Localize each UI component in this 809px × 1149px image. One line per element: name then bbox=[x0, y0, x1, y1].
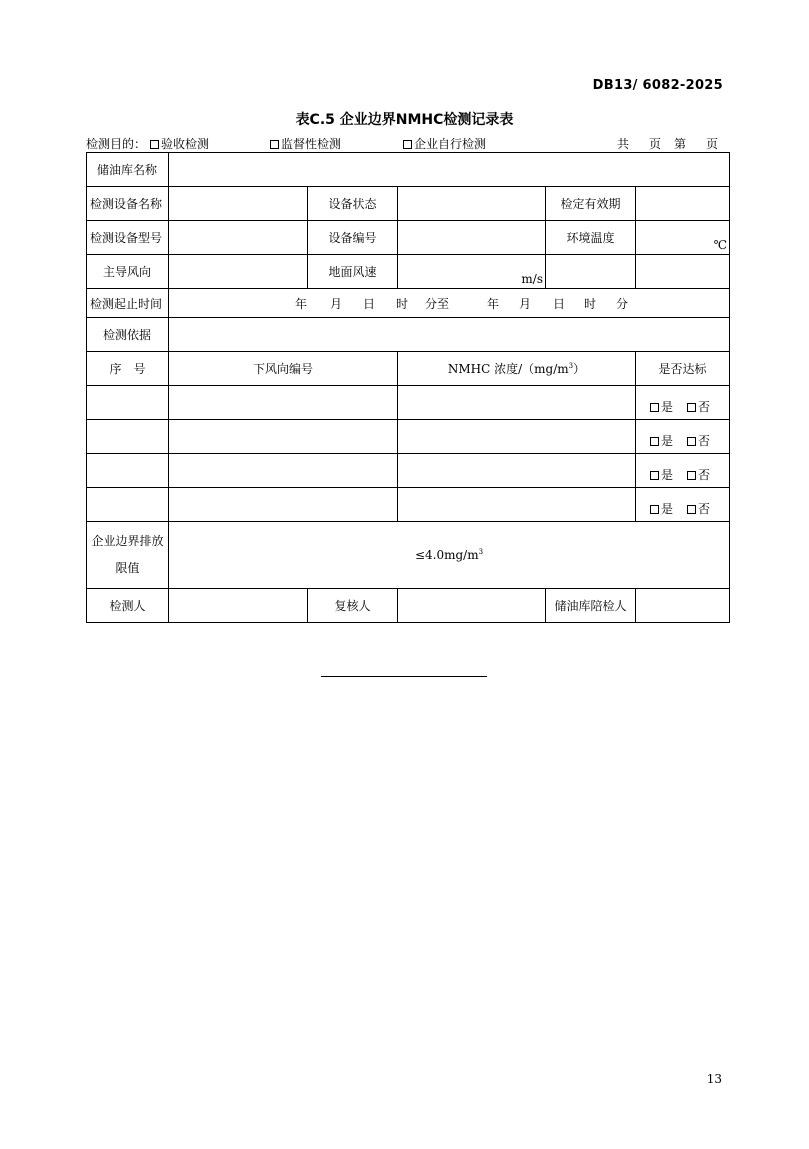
downwind-cell[interactable] bbox=[169, 386, 398, 420]
compliance-yes[interactable] bbox=[650, 398, 673, 415]
basis-label: 检测依据 bbox=[87, 318, 169, 352]
concentration-cell[interactable] bbox=[398, 454, 636, 488]
downwind-cell[interactable] bbox=[169, 454, 398, 488]
pager-total: 共 bbox=[617, 137, 630, 151]
time-unit-month-2: 月 bbox=[519, 297, 532, 311]
device-no-label: 设备编号 bbox=[308, 221, 398, 255]
limit-value bbox=[169, 522, 730, 589]
no-label: 否 bbox=[698, 434, 711, 448]
wind-dir-label: 主导风向 bbox=[87, 255, 169, 289]
purpose-row bbox=[86, 136, 729, 152]
compliance-cell bbox=[636, 488, 730, 522]
yes-label: 是 bbox=[661, 400, 674, 414]
compliance-yes[interactable] bbox=[650, 432, 673, 449]
nmhc-record-table bbox=[86, 152, 730, 623]
validity-label: 检定有效期 bbox=[546, 187, 636, 221]
compliance-no[interactable] bbox=[687, 432, 710, 449]
depot-name-field[interactable] bbox=[169, 153, 730, 187]
checkbox-icon[interactable] bbox=[650, 505, 659, 514]
time-unit-hour-2: 时 bbox=[584, 297, 597, 311]
time-unit-hour: 时 bbox=[396, 297, 409, 311]
concentration-cell[interactable] bbox=[398, 488, 636, 522]
compliance-cell bbox=[636, 454, 730, 488]
yes-label: 是 bbox=[661, 468, 674, 482]
downwind-cell[interactable] bbox=[169, 488, 398, 522]
time-unit-day-2: 日 bbox=[553, 297, 566, 311]
end-rule bbox=[321, 676, 487, 677]
device-name-label: 检测设备名称 bbox=[87, 187, 169, 221]
reviewer-field[interactable] bbox=[398, 589, 546, 623]
header-seq: 序 号 bbox=[87, 352, 169, 386]
device-name-field[interactable] bbox=[169, 187, 308, 221]
device-model-label: 检测设备型号 bbox=[87, 221, 169, 255]
compliance-no[interactable] bbox=[687, 466, 710, 483]
checkbox-icon[interactable] bbox=[403, 140, 412, 149]
no-label: 否 bbox=[698, 502, 711, 516]
depot-name-label: 储油库名称 bbox=[87, 153, 169, 187]
wind-speed-label: 地面风速 bbox=[308, 255, 398, 289]
checkbox-icon[interactable] bbox=[650, 437, 659, 446]
escort-field[interactable] bbox=[636, 589, 730, 623]
option-label: 验收检测 bbox=[161, 137, 210, 151]
conc-prefix: NMHC 浓度/（mg/m bbox=[447, 362, 569, 376]
env-temp-field[interactable] bbox=[636, 221, 730, 255]
device-model-field[interactable] bbox=[169, 221, 308, 255]
pager-nth: 第 bbox=[674, 137, 687, 151]
checkbox-icon[interactable] bbox=[687, 471, 696, 480]
checkbox-icon[interactable] bbox=[687, 403, 696, 412]
downwind-cell[interactable] bbox=[169, 420, 398, 454]
no-label: 否 bbox=[698, 400, 711, 414]
limit-label bbox=[87, 522, 169, 589]
reviewer-label: 复核人 bbox=[308, 589, 398, 623]
time-unit-year: 年 bbox=[295, 297, 308, 311]
header-concentration bbox=[398, 352, 636, 386]
concentration-cell[interactable] bbox=[398, 420, 636, 454]
concentration-cell[interactable] bbox=[398, 386, 636, 420]
header-downwind: 下风向编号 bbox=[169, 352, 398, 386]
time-unit-day: 日 bbox=[363, 297, 376, 311]
table-row bbox=[87, 386, 730, 420]
device-status-field[interactable] bbox=[398, 187, 546, 221]
purpose-option-supervisory[interactable] bbox=[270, 136, 341, 152]
purpose-option-acceptance[interactable] bbox=[150, 136, 209, 152]
time-unit-minute-2: 分 bbox=[616, 297, 629, 311]
checkbox-icon[interactable] bbox=[650, 403, 659, 412]
compliance-cell bbox=[636, 386, 730, 420]
checkbox-icon[interactable] bbox=[687, 437, 696, 446]
blank-cell bbox=[636, 255, 730, 289]
seq-cell[interactable] bbox=[87, 454, 169, 488]
temp-unit: ℃ bbox=[713, 238, 728, 252]
limit-label-text: 企业边界排放限值 bbox=[91, 534, 164, 575]
limit-value-prefix: ≤4.0mg/m bbox=[414, 548, 479, 562]
checkbox-icon[interactable] bbox=[270, 140, 279, 149]
escort-label: 储油库陪检人 bbox=[546, 589, 636, 623]
conc-suffix: ） bbox=[573, 362, 586, 376]
compliance-cell bbox=[636, 420, 730, 454]
table-title: 表C.5 企业边界NMHC检测记录表 bbox=[295, 112, 514, 128]
wind-speed-field[interactable] bbox=[398, 255, 546, 289]
env-temp-label: 环境温度 bbox=[546, 221, 636, 255]
time-range-label: 检测起止时间 bbox=[87, 289, 169, 318]
table-row bbox=[87, 488, 730, 522]
compliance-no[interactable] bbox=[687, 398, 710, 415]
blank-cell bbox=[546, 255, 636, 289]
inspector-field[interactable] bbox=[169, 589, 308, 623]
checkbox-icon[interactable] bbox=[687, 505, 696, 514]
yes-label: 是 bbox=[661, 502, 674, 516]
time-unit-month: 月 bbox=[330, 297, 343, 311]
page-number: 13 bbox=[706, 1072, 722, 1086]
option-label: 监督性检测 bbox=[281, 137, 342, 151]
compliance-yes[interactable] bbox=[650, 466, 673, 483]
time-range-field[interactable] bbox=[169, 289, 730, 318]
header-compliance: 是否达标 bbox=[636, 352, 730, 386]
wind-dir-field[interactable] bbox=[169, 255, 308, 289]
conc-sup: 3 bbox=[568, 362, 574, 370]
purpose-option-self-check[interactable] bbox=[403, 136, 486, 152]
compliance-no[interactable] bbox=[687, 500, 710, 517]
device-no-field[interactable] bbox=[398, 221, 546, 255]
inspector-label: 检测人 bbox=[87, 589, 169, 623]
table-row bbox=[87, 454, 730, 488]
compliance-yes[interactable] bbox=[650, 500, 673, 517]
checkbox-icon[interactable] bbox=[650, 471, 659, 480]
validity-field[interactable] bbox=[636, 187, 730, 221]
option-label: 企业自行检测 bbox=[414, 137, 487, 151]
seq-cell[interactable] bbox=[87, 488, 169, 522]
table-row bbox=[87, 420, 730, 454]
checkbox-icon[interactable] bbox=[150, 140, 159, 149]
seq-cell[interactable] bbox=[87, 386, 169, 420]
limit-value-sup: 3 bbox=[478, 548, 484, 556]
time-unit-minute-to: 分至 bbox=[425, 297, 450, 311]
pager-page-unit: 页 bbox=[649, 137, 662, 151]
pager-page-unit-2: 页 bbox=[706, 137, 719, 151]
speed-unit: m/s bbox=[521, 272, 543, 286]
standard-code: DB13/ 6082-2025 bbox=[592, 78, 723, 93]
no-label: 否 bbox=[698, 468, 711, 482]
time-unit-year-2: 年 bbox=[487, 297, 500, 311]
seq-cell[interactable] bbox=[87, 420, 169, 454]
device-status-label: 设备状态 bbox=[308, 187, 398, 221]
yes-label: 是 bbox=[661, 434, 674, 448]
basis-field[interactable] bbox=[169, 318, 730, 352]
purpose-label: 检测目的： bbox=[86, 137, 147, 151]
